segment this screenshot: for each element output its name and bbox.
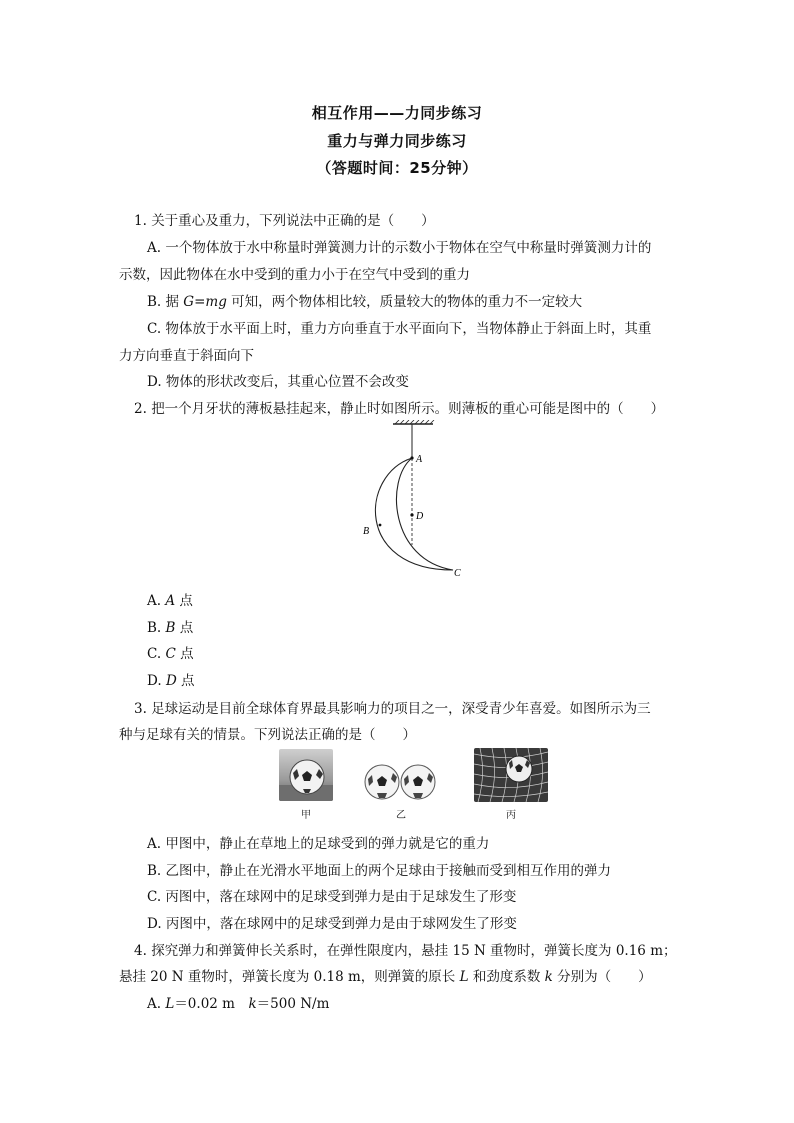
question-stem-line1: 足球运动是目前全球体育界最具影响力的项目之一，深受青少年喜爱。如图所示为三 <box>151 701 651 717</box>
q2-option-a-text: 点 <box>175 593 193 609</box>
time-note: （答题时间：25分钟） <box>316 159 478 177</box>
q2-option-b <box>147 619 193 637</box>
q4-option-a-prefix: A. <box>147 996 166 1012</box>
crescent-figure <box>355 420 475 585</box>
photo-bing <box>474 748 548 802</box>
q4-option-a-suffix: ＝500 N/m <box>256 996 330 1012</box>
q4-option-a-mid: ＝0.02 m <box>174 996 249 1012</box>
label-b: B <box>363 526 370 537</box>
question-1 <box>134 212 435 230</box>
q4-option-a-var-k: k <box>248 996 257 1012</box>
q2-option-a-var: A <box>165 593 176 609</box>
q4-var-k: k <box>544 969 553 985</box>
q1-option-b-text: 可知，两个物体相比较，质量较大的物体的重力不一定较大 <box>226 294 583 310</box>
label-a: A <box>416 454 423 465</box>
caption-bing: 丙 <box>506 810 516 821</box>
crescent-plate <box>375 458 453 570</box>
q2-option-c-text: 点 <box>175 646 194 662</box>
q3-option-d: D. 丙图中，落在球网中的足球受到弹力是由于球网发生了形变 <box>147 916 517 932</box>
q1-option-b-formula: G=mg <box>183 294 227 310</box>
question-stem: 把一个月牙状的薄板悬挂起来，静止时如图所示。则薄板的重心可能是图中的（ ） <box>151 401 665 417</box>
title-line-1: 相互作用——力同步练习 <box>311 104 483 122</box>
q4-stem-line2 <box>119 968 652 986</box>
question-number: 4. <box>134 943 147 959</box>
q4-option-a-var-l: L <box>165 996 175 1012</box>
q2-option-b-var: B <box>165 620 176 636</box>
question-number: 1. <box>134 213 147 229</box>
question-stem: 关于重心及重力，下列说法中正确的是（ ） <box>151 213 435 229</box>
question-stem-line1: 探究弹力和弹簧伸长关系时，在弹性限度内，悬挂 15 N 重物时，弹簧长度为 0.16 m； <box>151 943 677 959</box>
label-d: D <box>416 511 424 522</box>
q1-option-b-prefix: B. 据 <box>147 294 184 310</box>
question-number: 3. <box>134 701 147 717</box>
q2-option-d-text: 点 <box>176 673 195 689</box>
q1-option-c-line1: C. 物体放于水平面上时，重力方向垂直于水平面向下，当物体静止于斜面上时，其重 <box>147 321 652 337</box>
q4-option-a <box>147 995 329 1013</box>
q4-var-l: L <box>459 969 469 985</box>
point-a-dot <box>410 456 413 459</box>
question-4 <box>134 942 677 960</box>
q1-option-b <box>147 293 582 311</box>
q2-option-b-text: 点 <box>175 620 194 636</box>
q2-option-d-var: D <box>165 673 177 689</box>
question-3 <box>134 700 651 718</box>
q3-option-b: B. 乙图中，静止在光滑水平地面上的两个足球由于接触而受到相互作用的弹力 <box>147 863 612 879</box>
q2-option-d <box>147 672 195 690</box>
photo-yi <box>363 763 439 801</box>
q2-option-a <box>147 592 193 610</box>
point-d-dot <box>410 513 413 516</box>
photo-jia <box>279 749 333 801</box>
point-b-dot <box>379 524 382 527</box>
q1-option-a-line1: A. 一个物体放于水中称量时弹簧测力计的示数小于物体在空气中称量时弹簧测力计的 <box>147 240 652 256</box>
q2-option-c <box>147 645 194 663</box>
q2-option-c-var: C <box>165 646 176 662</box>
q1-option-c-line2: 力方向垂直于斜面向下 <box>119 348 254 364</box>
q3-option-c: C. 丙图中，落在球网中的足球受到弹力是由于足球发生了形变 <box>147 889 517 905</box>
question-number: 2. <box>134 401 147 417</box>
q4-stem-mid: 和劲度系数 <box>468 969 545 985</box>
q1-option-a-line2: 示数，因此物体在水中受到的重力小于在空气中受到的重力 <box>119 267 470 283</box>
caption-jia: 甲 <box>301 810 311 821</box>
label-c: C <box>454 568 461 579</box>
q2-option-a-prefix: A. <box>147 593 166 609</box>
q2-option-d-prefix: D. <box>147 673 166 689</box>
caption-yi: 乙 <box>396 810 406 821</box>
q3-option-a: A. 甲图中，静止在草地上的足球受到的弹力就是它的重力 <box>147 836 490 852</box>
q4-stem-suffix: 分别为（ ） <box>552 969 652 985</box>
title-line-2: 重力与弹力同步练习 <box>327 132 467 150</box>
q1-option-d: D. 物体的形状改变后，其重心位置不会改变 <box>147 374 409 390</box>
q2-option-c-prefix: C. <box>147 646 166 662</box>
question-2 <box>134 400 664 418</box>
q3-stem-line2: 种与足球有关的情景。下列说法正确的是（ ） <box>119 727 416 743</box>
q4-stem-prefix: 悬挂 20 N 重物时，弹簧长度为 0.18 m，则弹簧的原长 <box>119 969 460 985</box>
q2-option-b-prefix: B. <box>147 620 166 636</box>
